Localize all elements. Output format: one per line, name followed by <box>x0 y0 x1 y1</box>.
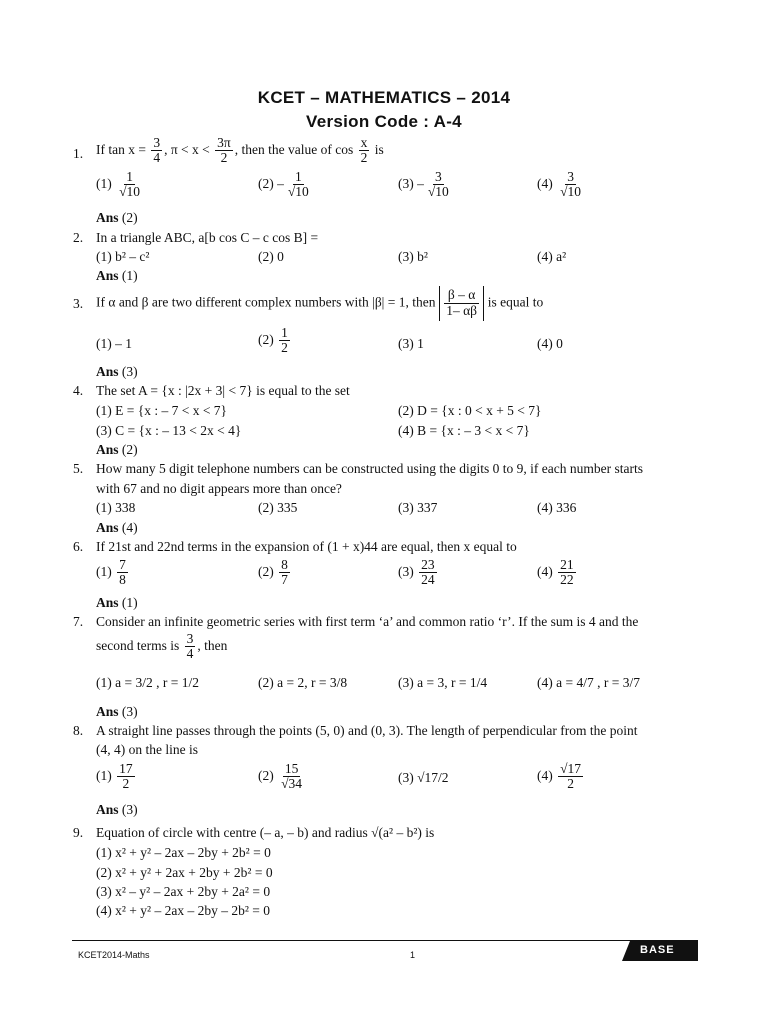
option: (4) a = 4/7 , r = 3/7 <box>537 675 640 690</box>
question-number: 1. <box>73 146 84 161</box>
question-7-stem-line2: second terms is $\frac{3}{4}$ , then <box>96 631 228 662</box>
question-number: 5. <box>73 461 84 476</box>
answer: Ans (3) <box>96 802 138 817</box>
question-8-stem-line2: (4, 4) on the line is <box>96 742 198 757</box>
question-4-stem: The set A = {x : |2x + 3| < 7} is equal to the set <box>96 383 350 398</box>
question-number: 9. <box>73 825 84 840</box>
option: (4) B = {x : – 3 < x < 7} <box>398 423 530 438</box>
question-5-stem-line1: How many 5 digit telephone numbers can be constructed using the digits 0 to 9, if each number starts <box>96 461 644 476</box>
answer: Ans (2) <box>96 442 138 457</box>
answer: Ans (2) <box>96 210 138 225</box>
option: (2) $\frac{1}{2}$ <box>258 325 288 356</box>
page-number: 1 <box>410 950 416 960</box>
question-number: 8. <box>73 723 84 738</box>
version-code: Version Code : A-4 <box>306 112 462 131</box>
option: (3) √17/2 <box>398 770 449 785</box>
question-number: 4. <box>73 383 84 398</box>
option: (3) a = 3, r = 1/4 <box>398 675 488 690</box>
option: (1) a = 3/2 , r = 1/2 <box>96 675 199 690</box>
option: (1) $\frac{7}{8}$ <box>96 557 126 588</box>
option: (1) $\frac{17}{2}$ <box>96 761 133 792</box>
option: (4) x² + y² – 2ax – 2by – 2b² = 0 <box>96 903 270 918</box>
footer-divider <box>72 940 698 941</box>
option: (2) D = {x : 0 < x + 5 < 7} <box>398 403 542 418</box>
option: (3) x² – y² – 2ax + 2by + 2a² = 0 <box>96 884 271 899</box>
option: (2) $\frac{15}{√34}$ <box>258 761 303 792</box>
option: (1) E = {x : – 7 < x < 7} <box>96 403 228 418</box>
page-title: KCET – MATHEMATICS – 2014 <box>257 88 511 107</box>
option: (2) a = 2, r = 3/8 <box>258 675 348 690</box>
answer: Ans (3) <box>96 364 138 379</box>
question-7-stem-line1: Consider an infinite geometric series with first term ‘a’ and common ratio ‘r’. If the sum is 4 and the <box>96 614 639 629</box>
option: (4) $\frac{3}{√10}$ <box>537 169 582 200</box>
option: (3) C = {x : – 13 < 2x < 4} <box>96 423 242 438</box>
option: (2) 0 <box>258 249 284 264</box>
option: (3) 337 <box>398 500 438 515</box>
question-number: 3. <box>73 296 84 311</box>
option: (1) x² + y² – 2ax – 2by + 2b² = 0 <box>96 845 271 860</box>
base-logo-text: BASE <box>640 944 675 956</box>
question-8-stem-line1: A straight line passes through the points (5, 0) and (0, 3). The length of perpendicular from the point <box>96 723 638 738</box>
option: (1) 338 <box>96 500 136 515</box>
option: (1) $\frac{1}{√10}$ <box>96 169 141 200</box>
question-1-stem: If tan x = $\frac{3}{4}$ , π < x < $\frac{3\pi}{2}$ , then the value of cos $\frac{x}{2}$ is <box>96 135 384 166</box>
question-3-stem: If α and β are two different complex numbers with |β| = 1, then $\frac{\beta - \alpha}{1- \alpha\beta}$ is equal to <box>96 286 543 321</box>
question-2-stem: In a triangle ABC, a[b cos C – c cos B] = <box>96 230 319 245</box>
answer: Ans (4) <box>96 520 138 535</box>
option: (4) 0 <box>537 336 563 351</box>
question-9-stem: Equation of circle with centre (– a, – b) and radius √(a² – b²) is <box>96 825 435 840</box>
option: (1) – 1 <box>96 336 132 351</box>
answer: Ans (3) <box>96 704 138 719</box>
option: (4) $\frac{21}{22}$ <box>537 557 574 588</box>
option: (4) 336 <box>537 500 577 515</box>
question-number: 2. <box>73 230 84 245</box>
question-6-stem: If 21st and 22nd terms in the expansion of (1 + x)44 are equal, then x equal to <box>96 539 517 554</box>
option: (1) b² – c² <box>96 249 150 264</box>
option: (2) x² + y² + 2ax + 2by + 2b² = 0 <box>96 865 273 880</box>
option: (2) 335 <box>258 500 298 515</box>
option: (4) $\frac{√17}{2}$ <box>537 761 582 792</box>
question-5-stem-line2: with 67 and no digit appears more than once? <box>96 481 342 496</box>
question-number: 7. <box>73 614 84 629</box>
option: (2) $\frac{8}{7}$ <box>258 557 288 588</box>
question-number: 6. <box>73 539 84 554</box>
option: (3) 1 <box>398 336 424 351</box>
option: (3) $\frac{23}{24}$ <box>398 557 435 588</box>
option: (3) – $\frac{3}{√10}$ <box>398 169 449 200</box>
answer: Ans (1) <box>96 595 138 610</box>
answer: Ans (1) <box>96 268 138 283</box>
option: (3) b² <box>398 249 428 264</box>
option: (4) a² <box>537 249 567 264</box>
option: (2) – $\frac{1}{√10}$ <box>258 169 309 200</box>
footer-document-name: KCET2014-Maths <box>78 950 150 960</box>
